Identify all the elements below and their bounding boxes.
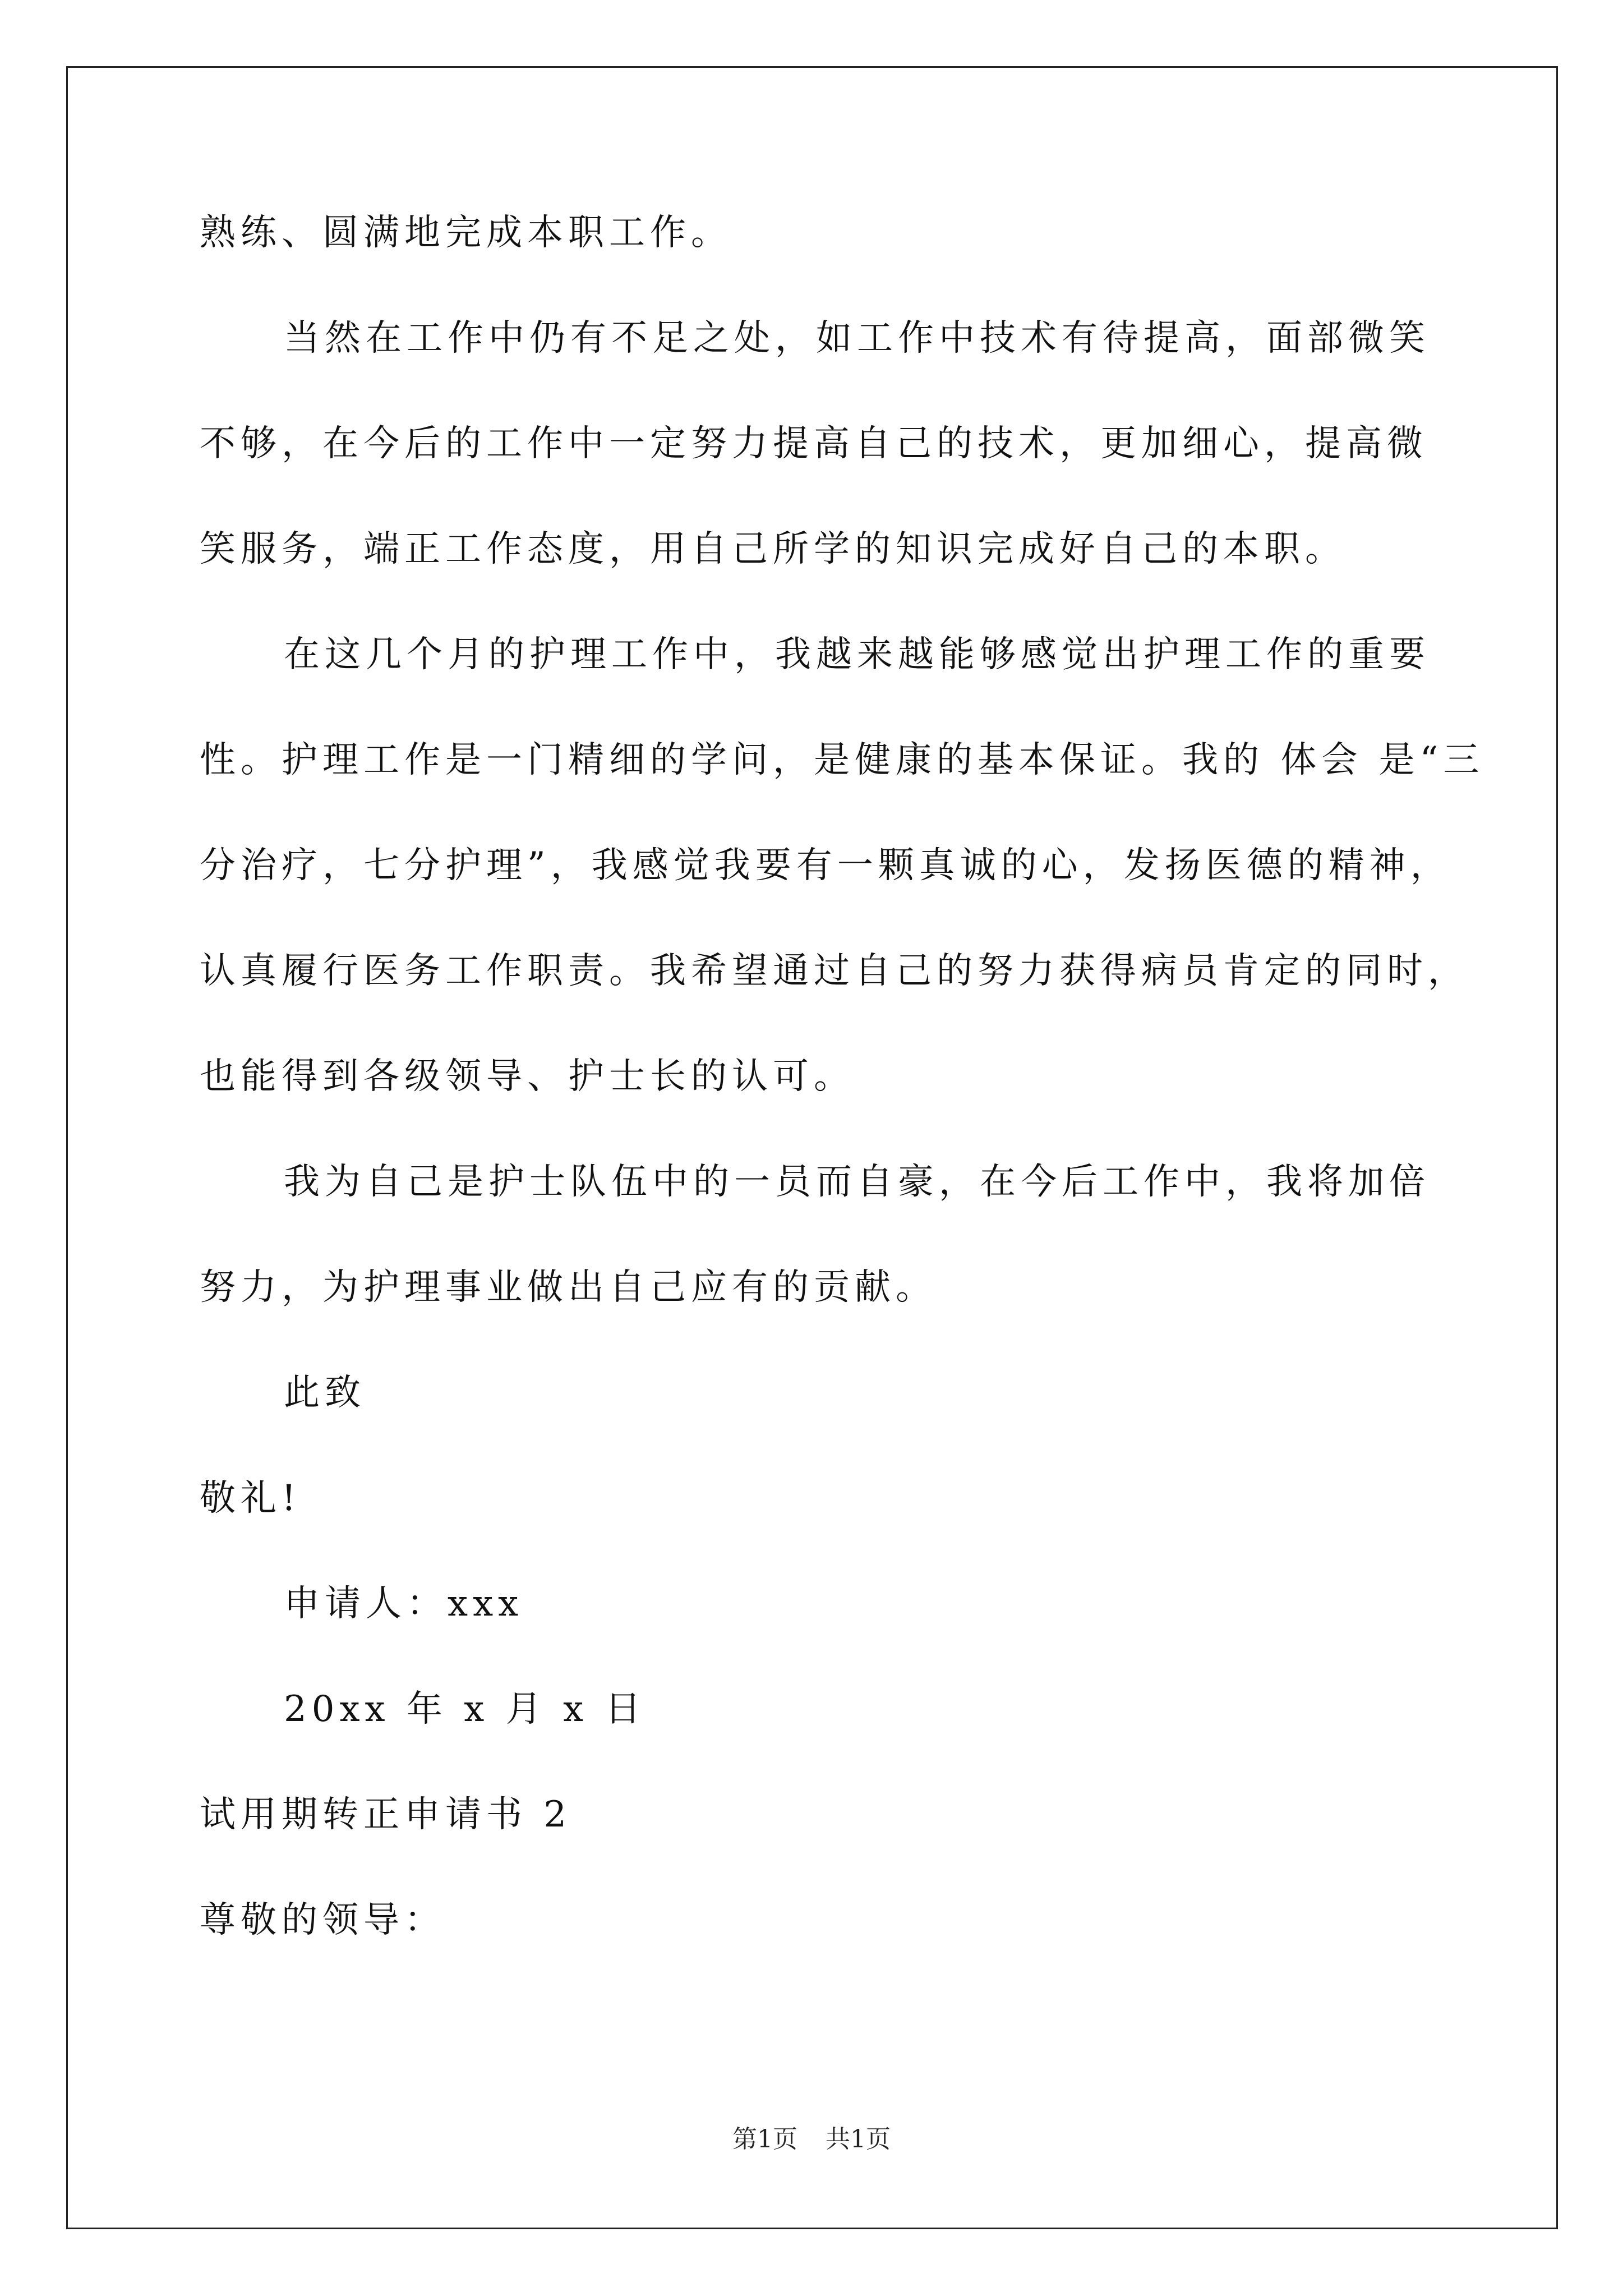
paragraph-start: 当然在工作中仍有不足之处，如工作中技术有待提高，面部微笑 (284, 318, 1430, 359)
page-number: 第1页 (732, 2125, 797, 2154)
section-heading: 试用期转正申请书 2 (200, 1794, 572, 1835)
closing-salutation: 此致 (284, 1372, 366, 1414)
body-line: 努力，为护理事业做出自己应有的贡献。 (200, 1267, 937, 1308)
paragraph-start: 我为自己是护士队伍中的一员而自豪，在今后工作中，我将加倍 (284, 1161, 1430, 1203)
body-line: 也能得到各级领导、护士长的认可。 (200, 1056, 855, 1097)
signature-date: 20xx 年 x 月 x 日 (284, 1688, 646, 1730)
document-body (200, 202, 1484, 1995)
greeting: 尊敬的领导： (200, 1899, 445, 1941)
body-line: 笑服务，端正工作态度，用自己所学的知识完成好自己的本职。 (200, 528, 1346, 570)
page-footer (0, 2123, 1623, 2156)
body-line: 不够，在今后的工作中一定努力提高自己的技术，更加细心，提高微 (200, 423, 1428, 464)
closing-regards: 敬礼! (200, 1478, 301, 1519)
body-line: 分治疗，七分护理”，我感觉我要有一颗真诚的心，发扬医德的精神， (200, 845, 1451, 886)
body-line: 熟练、圆满地完成本职工作。 (200, 212, 732, 254)
paragraph-start: 在这几个月的护理工作中，我越来越能够感觉出护理工作的重要 (284, 634, 1430, 675)
applicant-signature: 申请人：xxx (284, 1583, 524, 1625)
page-total: 共1页 (826, 2125, 891, 2154)
body-line: 性。护理工作是一门精细的学问，是健康的基本保证。我的 体会 是“三 (200, 739, 1484, 781)
body-line: 认真履行医务工作职责。我希望通过自己的努力获得病员肯定的同时， (200, 950, 1469, 992)
